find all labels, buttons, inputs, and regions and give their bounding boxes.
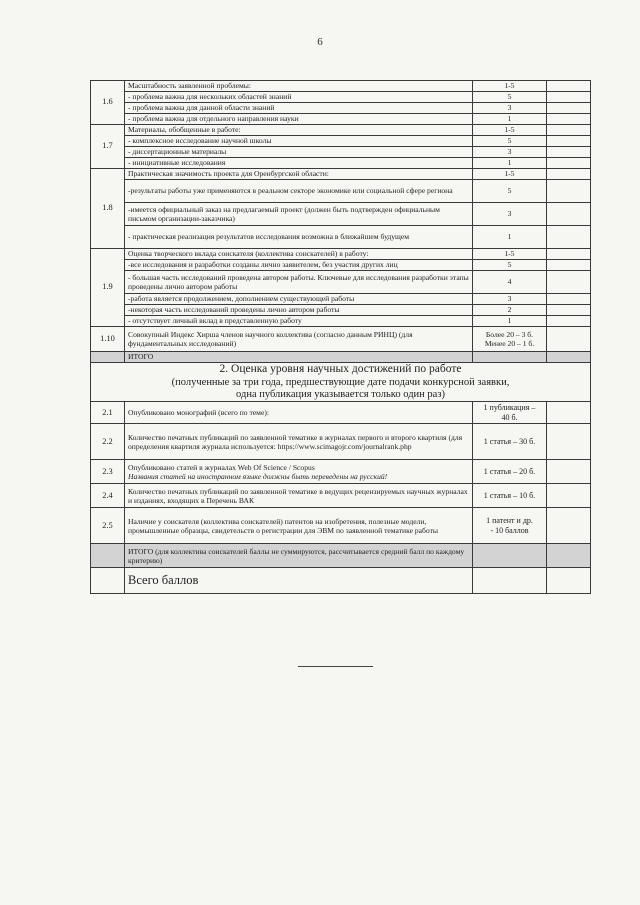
criterion-score: 5 — [473, 136, 547, 147]
achievement-row — [91, 460, 591, 484]
achievement-note: Названия статей на иностранном языке должны быть переведены на русский! — [128, 471, 388, 481]
criterion-row — [91, 203, 591, 226]
criterion-row — [91, 92, 591, 103]
criterion-result-cell — [547, 147, 591, 158]
achievement-number: 2.4 — [91, 484, 125, 508]
score-line: Более 20 – 3 б. — [485, 329, 534, 339]
achievement-result-cell — [547, 402, 591, 424]
page-number: 6 — [317, 36, 323, 48]
achievement-text-line: Опубликовано монографий (всего по теме): — [128, 408, 269, 418]
total-score-cell — [473, 352, 547, 363]
criterion-score: 1-5 — [473, 169, 547, 180]
criterion-result-cell — [547, 92, 591, 103]
achievement-row — [91, 484, 591, 508]
achievement-row — [91, 402, 591, 424]
score-line: Менее 20 – 1 б. — [484, 339, 535, 348]
criterion-row — [91, 103, 591, 114]
achievement-score: 1 статья – 30 б. — [473, 424, 547, 460]
criterion-text: - диссертационные материалы — [125, 147, 473, 158]
total-number-cell — [91, 352, 125, 363]
achievement-number: 2.2 — [91, 424, 125, 460]
score-line: 1 патент и др. — [486, 516, 533, 526]
score-line: - 10 баллов — [490, 525, 529, 535]
criterion-text: - проблема важна для отдельного направления науки — [125, 114, 473, 125]
grand-total-result-cell — [547, 568, 591, 594]
criterion-row — [91, 327, 591, 352]
achievement-score: 1 статья – 10 б. — [473, 484, 547, 508]
criterion-row — [91, 316, 591, 327]
criterion-text: Практическая значимость проекта для Оренбургской области: — [125, 169, 473, 180]
total-score-cell — [473, 544, 547, 568]
criterion-result-cell — [547, 169, 591, 180]
criterion-text: -имеется официальный заказ на предлагаемый проект (должен быть подтвержден официальным письмом организации-заказчика) — [125, 203, 473, 226]
criterion-number: 1.10 — [91, 327, 125, 352]
achievement-text — [125, 424, 473, 460]
criterion-score: 5 — [473, 92, 547, 103]
criterion-text: - инициативные исследования — [125, 158, 473, 169]
criterion-result-cell — [547, 180, 591, 203]
total-label: ИТОГО (для коллектива соискателей баллы не суммируются, рассчитывается средний балл по каждому критерию) — [125, 544, 473, 568]
criterion-row — [91, 169, 591, 180]
criterion-row — [91, 180, 591, 203]
criterion-result-cell — [547, 81, 591, 92]
achievement-text-line: Количество печатных публикаций по заявленной тематике в ведущих рецензируемых научных журналах и изданиях, входящих в Перечень ВАК — [128, 486, 468, 505]
criterion-score: 1-5 — [473, 125, 547, 136]
achievement-result-cell — [547, 460, 591, 484]
achievement-text-line: Количество печатных публикаций по заявленной тематике в журналах первого и второго квартиля (для определения квартиля журнала используется: https://www.scimagojr.com/journalrank.php — [128, 432, 463, 451]
criterion-score: 5 — [473, 260, 547, 271]
criterion-score: 1-5 — [473, 81, 547, 92]
achievement-text-line: Наличие у соискателя (коллектива соискателей) патентов на изобретения, полезные модели, промышленные образцы, свидетельств о регистрации для ЭВМ по заявленной тематике работы — [128, 516, 439, 535]
achievement-result-cell — [547, 484, 591, 508]
criterion-text: - практическая реализация результатов исследования возможна в ближайшем будущем — [125, 226, 473, 249]
criterion-result-cell — [547, 136, 591, 147]
criterion-result-cell — [547, 294, 591, 305]
criterion-number: 1.9 — [91, 249, 125, 327]
total-result-cell — [547, 544, 591, 568]
criterion-number: 1.8 — [91, 169, 125, 249]
achievement-row — [91, 508, 591, 544]
criterion-text: -работа является продолжением, дополнением существующей работы — [125, 294, 473, 305]
grand-total-label: Всего баллов — [125, 568, 473, 594]
section-title: 2. Оценка уровня научных достижений по работе — [219, 363, 462, 375]
criterion-score: 1 — [473, 158, 547, 169]
total-row — [91, 544, 591, 568]
criterion-row — [91, 158, 591, 169]
criterion-result-cell — [547, 260, 591, 271]
criterion-row — [91, 226, 591, 249]
criterion-text: Материалы, обобщенные в работе: — [125, 125, 473, 136]
achievement-score — [473, 508, 547, 544]
achievement-number: 2.5 — [91, 508, 125, 544]
criterion-row — [91, 114, 591, 125]
criterion-text: - проблема важна для нескольких областей знаний — [125, 92, 473, 103]
achievement-text-line: Опубликовано статей в журналах Web Of Science / Scopus — [128, 462, 315, 472]
criterion-row — [91, 147, 591, 158]
criterion-row — [91, 81, 591, 92]
criterion-text: Оценка творческого вклада соискателя (коллектива соискателей) в работу: — [125, 249, 473, 260]
achievement-text — [125, 508, 473, 544]
criterion-row — [91, 305, 591, 316]
achievement-row — [91, 424, 591, 460]
total-result-cell — [547, 352, 591, 363]
criterion-score: 5 — [473, 180, 547, 203]
criterion-row — [91, 271, 591, 294]
criterion-row — [91, 125, 591, 136]
achievement-result-cell — [547, 508, 591, 544]
criterion-row — [91, 294, 591, 305]
achievement-score — [473, 402, 547, 424]
criterion-row — [91, 260, 591, 271]
criterion-number: 1.6 — [91, 81, 125, 125]
total-number-cell — [91, 544, 125, 568]
criterion-result-cell — [547, 327, 591, 352]
criterion-score: 1 — [473, 316, 547, 327]
criterion-result-cell — [547, 125, 591, 136]
criteria-table-body — [91, 81, 591, 594]
achievement-number: 2.1 — [91, 402, 125, 424]
criterion-score — [473, 327, 547, 352]
criterion-score: 3 — [473, 103, 547, 114]
criterion-score: 2 — [473, 305, 547, 316]
criterion-score: 1-5 — [473, 249, 547, 260]
criterion-score: 3 — [473, 203, 547, 226]
achievement-text — [125, 402, 473, 424]
criterion-score: 3 — [473, 294, 547, 305]
criterion-text: - отсутствует личный вклад в представленную работу — [125, 316, 473, 327]
criterion-result-cell — [547, 203, 591, 226]
criterion-text: - проблема важна для данной области знаний — [125, 103, 473, 114]
grand-total-number-cell — [91, 568, 125, 594]
criterion-result-cell — [547, 114, 591, 125]
achievement-text — [125, 460, 473, 484]
criterion-result-cell — [547, 103, 591, 114]
criterion-result-cell — [547, 249, 591, 260]
criterion-result-cell — [547, 226, 591, 249]
total-row — [91, 352, 591, 363]
criterion-score: 4 — [473, 271, 547, 294]
footer-divider — [298, 666, 373, 667]
section-heading — [91, 363, 591, 402]
criterion-text: -некоторая часть исследований проведены лично автором работы — [125, 305, 473, 316]
score-line: 1 публикация – — [483, 403, 536, 413]
criterion-score: 1 — [473, 114, 547, 125]
criterion-text: - комплексное исследование научной школы — [125, 136, 473, 147]
achievement-text — [125, 484, 473, 508]
section-subtitle: (полученные за три года, предшествующие дате подачи конкурсной заявки, — [171, 376, 510, 388]
total-label: ИТОГО — [125, 352, 473, 363]
criterion-score: 3 — [473, 147, 547, 158]
grand-total-row — [91, 568, 591, 594]
criterion-result-cell — [547, 271, 591, 294]
criterion-row — [91, 136, 591, 147]
criterion-text: Масштабность заявленной проблемы: — [125, 81, 473, 92]
criterion-text: -результаты работы уже применяются в реальном секторе экономике или социальной сфере региона — [125, 180, 473, 203]
achievement-number: 2.3 — [91, 460, 125, 484]
criterion-text: -все исследования и разработки созданы лично заявителем, без участия других лиц — [125, 260, 473, 271]
achievement-result-cell — [547, 424, 591, 460]
score-line: 40 б. — [501, 412, 518, 422]
criterion-number: 1.7 — [91, 125, 125, 169]
criterion-text: - большая часть исследований проведена автором работы. Ключевые для исследования разработки этапы проведены лично автором работы — [125, 271, 473, 294]
criterion-text: Совокупный Индекс Хирша членов научного коллектива (согласно данным РИНЦ) (для фундаментальных исследований) — [125, 327, 473, 352]
criterion-score: 1 — [473, 226, 547, 249]
criterion-result-cell — [547, 158, 591, 169]
section-subtitle: одна публикация указывается только один раз) — [236, 388, 445, 400]
criterion-row — [91, 249, 591, 260]
criterion-result-cell — [547, 316, 591, 327]
achievement-score: 1 статья – 20 б. — [473, 460, 547, 484]
criteria-table — [90, 80, 591, 594]
criterion-result-cell — [547, 305, 591, 316]
section-heading-row — [91, 363, 591, 402]
grand-total-score-cell — [473, 568, 547, 594]
